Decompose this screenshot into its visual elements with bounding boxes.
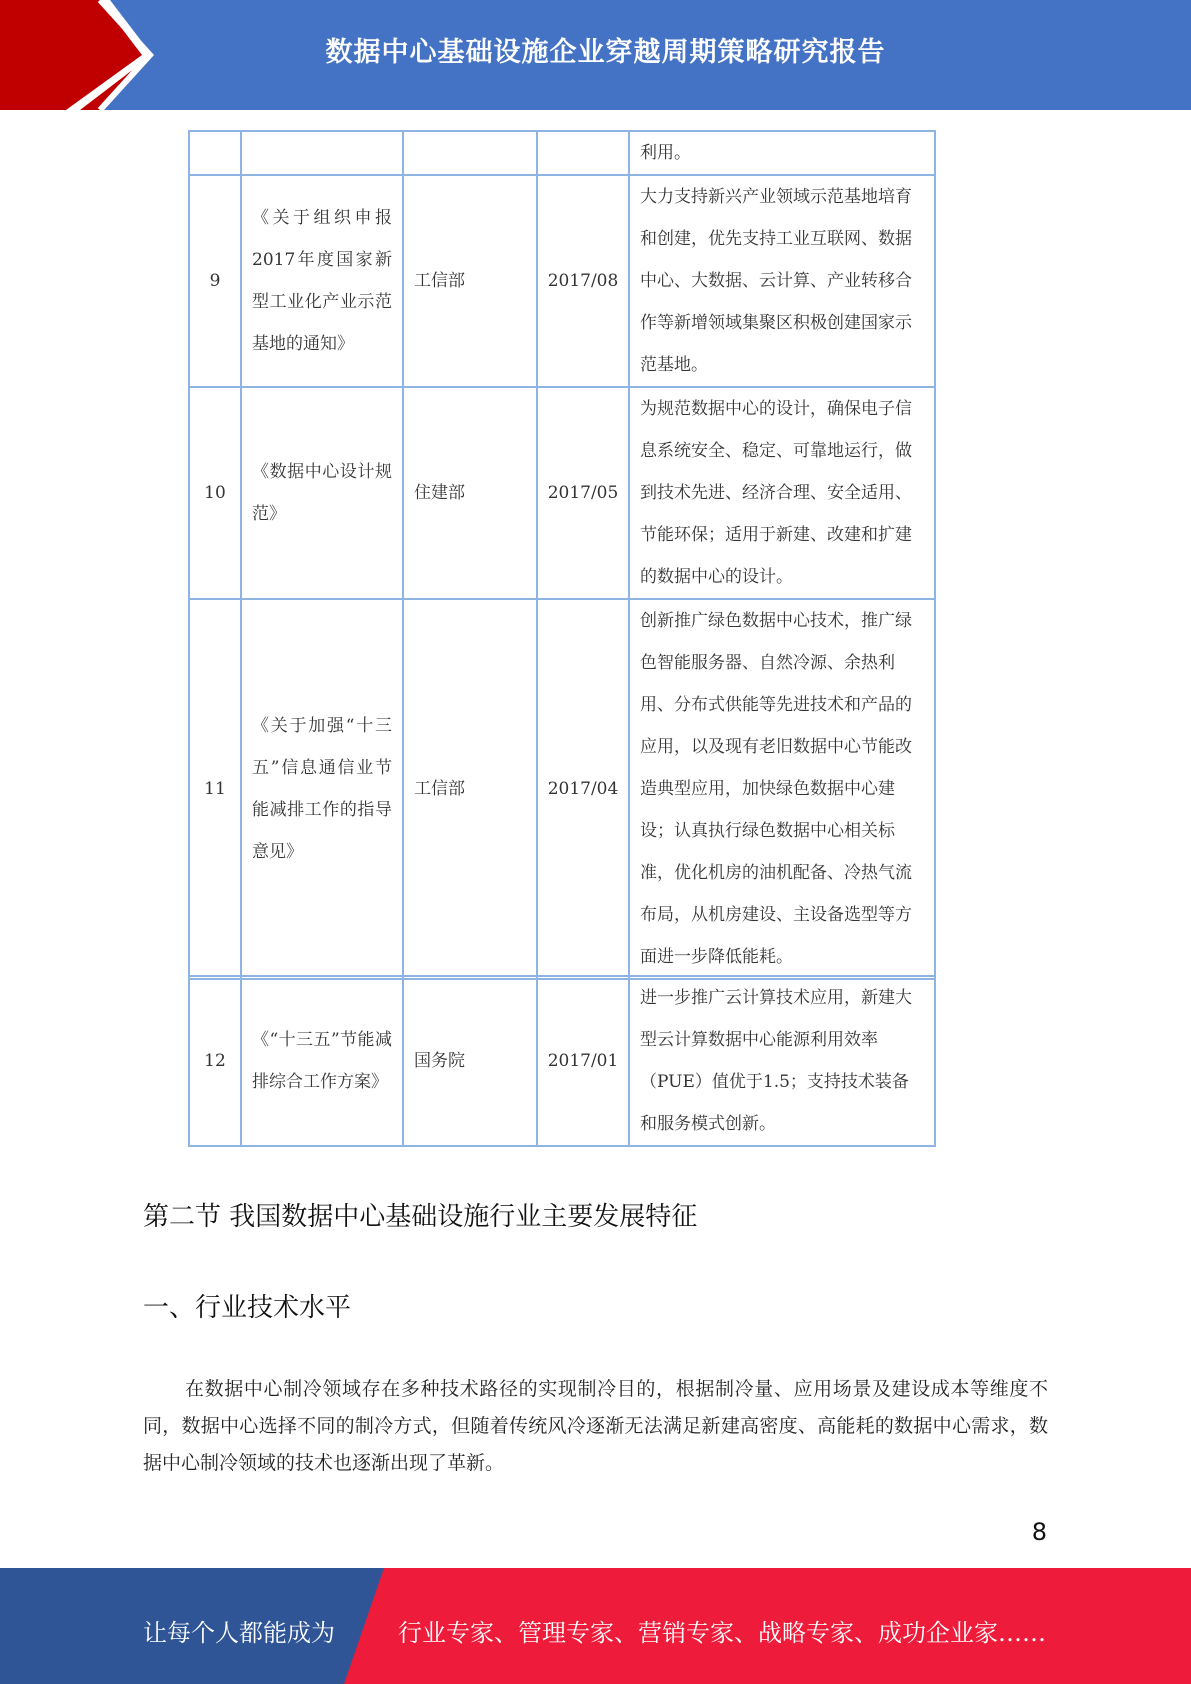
- issue-date: 2017/04: [537, 599, 629, 979]
- issue-date: 2017/01: [537, 976, 629, 1146]
- row-number: 12: [189, 976, 241, 1146]
- page-header: [0, 0, 1191, 110]
- body-paragraph: 在数据中心制冷领域存在多种技术路径的实现制冷目的，根据制冷量、应用场景及建设成本等维度不同，数据中心选择不同的制冷方式，但随着传统风冷逐渐无法满足新建高密度、高能耗的数据中心需求，数据中心制冷领域的技术也逐渐出现了革新。: [143, 1378, 1048, 1474]
- table-row: [189, 599, 935, 979]
- row-number: 10: [189, 387, 241, 599]
- report-title: 数据中心基础设施企业穿越周期策略研究报告: [325, 37, 886, 68]
- table-row: [189, 387, 935, 599]
- section-heading: 第二节 我国数据中心基础设施行业主要发展特征: [143, 1202, 698, 1232]
- footer-slogan-right: 行业专家、管理专家、营销专家、战略专家、成功企业家……: [398, 1619, 1046, 1647]
- policy-name: 《数据中心设计规范》: [241, 387, 403, 599]
- row-number: 11: [189, 599, 241, 979]
- policy-description: 创新推广绿色数据中心技术，推广绿色智能服务器、自然冷源、余热利用、分布式供能等先进技术和产品的应用，以及现有老旧数据中心节能改造典型应用，加快绿色数据中心建设；认真执行绿色数据中心相关标准，优化机房的油机配备、冷热气流布局，从机房建设、主设备选型等方面进一步降低能耗。: [629, 599, 935, 979]
- row-number: 9: [189, 175, 241, 387]
- policy-name: 《“十三五”节能减排综合工作方案》: [241, 976, 403, 1146]
- table-row: [189, 976, 935, 1146]
- policy-description: 大力支持新兴产业领域示范基地培育和创建，优先支持工业互联网、数据中心、大数据、云计算、产业转移合作等新增领域集聚区积极创建国家示范基地。: [629, 175, 935, 387]
- policy-description: 利用。: [629, 131, 935, 175]
- policy-name: 《关于加强“十三五”信息通信业节能减排工作的指导意见》: [241, 599, 403, 979]
- table-row: [189, 175, 935, 387]
- policy-name: [241, 131, 403, 175]
- issuing-department: [403, 131, 537, 175]
- policy-table: [188, 130, 936, 980]
- issuing-department: 工信部: [403, 599, 537, 979]
- issue-date: 2017/05: [537, 387, 629, 599]
- page-number: 8: [1031, 1518, 1047, 1546]
- page-footer: [0, 1568, 1191, 1684]
- issue-date: 2017/08: [537, 175, 629, 387]
- footer-slogan-left: 让每个人都能成为: [143, 1619, 335, 1647]
- sub-heading: 一、行业技术水平: [143, 1293, 352, 1323]
- table-row: [189, 131, 935, 175]
- issuing-department: 国务院: [403, 976, 537, 1146]
- issuing-department: 住建部: [403, 387, 537, 599]
- policy-description: 为规范数据中心的设计，确保电子信息系统安全、稳定、可靠地运行，做到技术先进、经济合理、安全适用、节能环保；适用于新建、改建和扩建的数据中心的设计。: [629, 387, 935, 599]
- row-number: [189, 131, 241, 175]
- policy-table-continued: [188, 975, 936, 1147]
- issue-date: [537, 131, 629, 175]
- issuing-department: 工信部: [403, 175, 537, 387]
- policy-name: 《关于组织申报2017年度国家新型工业化产业示范基地的通知》: [241, 175, 403, 387]
- policy-description: 进一步推广云计算技术应用，新建大型云计算数据中心能源利用效率（PUE）值优于1.5；支持技术装备和服务模式创新。: [629, 976, 935, 1146]
